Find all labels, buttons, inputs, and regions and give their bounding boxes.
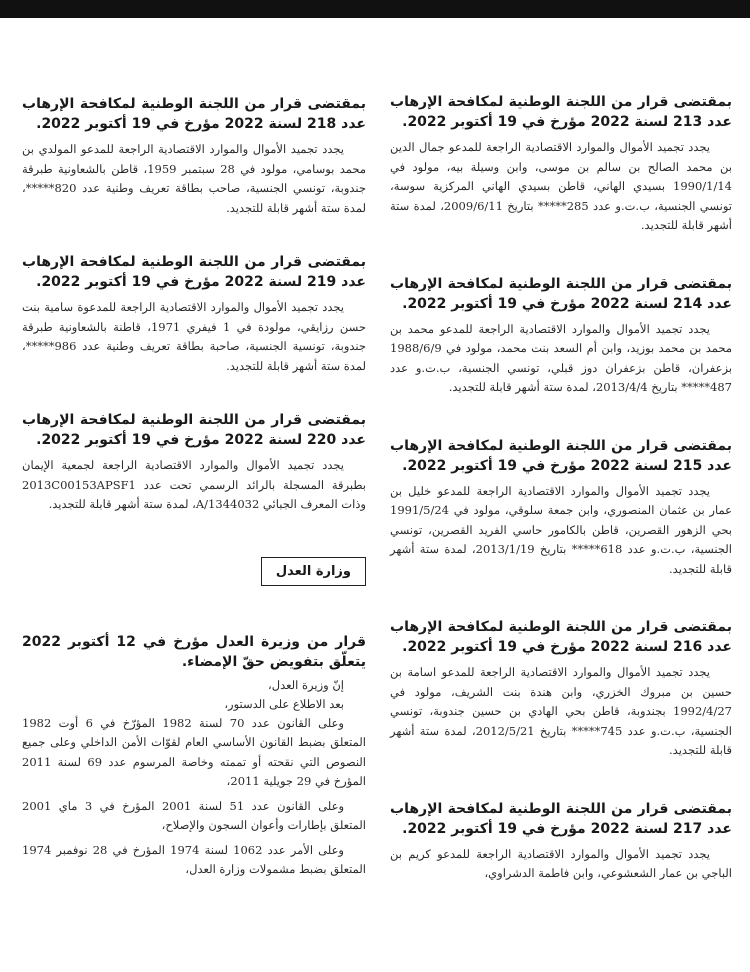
decree-body: يجدد تجميد الأموال والموارد الاقتصادية الراجعة للمدعو اسامة بن حسين بن مبروك الخزري، وابن هندة بنت الشريف، مولود في 1992/4/27 بجندوبة، قاطن بحي الهادي بن حسين جندوبة، تونسي الجنسية، ب.ت.و عدد 745***** بتاريخ 2012/5/21، لمدة ستة أشهر قابلة للتجديد. [390, 665, 733, 757]
justice-intro-2: بعد الاطلاع على الدستور، [224, 696, 344, 711]
justice-intro-1: إنّ وزيرة العدل، [268, 677, 344, 692]
right-column [390, 92, 732, 922]
decree-heading: بمقتضى قرار من اللجنة الوطنية لمكافحة الإرهاب عدد 215 لسنة 2022 مؤرخ في 19 أكتوبر 2022. [390, 437, 732, 474]
left-column [22, 94, 366, 914]
justice-para-1: وعلى القانون عدد 70 لسنة 1982 المؤرّخ في 6 أوت 1982 المتعلق بضبط القانون الأساسي العام لقوّات الأمن الداخلي وعلى جميع النصوص التي نقحته أو تممته وخاصة المرسوم عدد 69 لسنة 2011 المؤرخ في 29 جويلية 2011، [22, 715, 366, 788]
decree-heading: بمقتضى قرار من اللجنة الوطنية لمكافحة الإرهاب عدد 214 لسنة 2022 مؤرخ في 19 أكتوبر 2022. [390, 275, 732, 312]
decree-body: يجدد تجميد الأموال والموارد الاقتصادية الراجعة للمدعو كريم بن الباجي بن عمار الشعشوعي، وابن فاطمة الدشراوي، [390, 846, 732, 880]
decree-219 [22, 252, 366, 376]
decree-heading: بمقتضى قرار من اللجنة الوطنية لمكافحة الإرهاب عدد 217 لسنة 2022 مؤرخ في 19 أكتوبر 2022. [390, 800, 732, 837]
decree-217 [390, 799, 732, 884]
ministry-box: وزارة العدل [261, 557, 366, 586]
decree-heading: بمقتضى قرار من اللجنة الوطنية لمكافحة الإرهاب عدد 218 لسنة 2022 مؤرخ في 19 أكتوبر 2022. [22, 96, 366, 132]
decree-body: يجدد تجميد الأموال والموارد الاقتصادية الراجعة للمدعو محمد بن محمد بن محمد بوزيد، وابن أم السعد بنت محمد، مولود في 1988/6/9 بزعفران، قاطن بزعفران دوز قبلي، تونسي الجنسية، ب.ت.و عدد 487***** بتاريخ 2013/4/4، لمدة ستة أشهر قابلة للتجديد. [390, 321, 732, 394]
top-dark-bar [0, 0, 750, 18]
decree-body: يجدد تجميد الأموال والموارد الاقتصادية الراجعة للمدعوة سامية بنت حسن رزايقي، مولودة في 1 فيفري 1971، قاطنة بالشعاونية طبرقة جندوبة، تونسية الجنسية، صاحبة بطاقة تعريف وطنية عدد 986*****، لمدة ستة أشهر قابلة للتجديد. [22, 300, 366, 373]
decree-220 [22, 410, 366, 515]
justice-decree [22, 632, 366, 880]
decree-body: يجدد تجميد الأموال والموارد الاقتصادية الراجعة للمدعو المولدي بن محمد بوسامي، مولود في 28 سبتمبر 1959، قاطن بالشعاونية طبرقة جندوبة، تونسي الجنسية، صاحب بطاقة تعريف وطنية عدد 820*****، لمدة ستة أشهر قابلة للتجديد. [22, 142, 366, 215]
decree-heading: بمقتضى قرار من اللجنة الوطنية لمكافحة الإرهاب عدد 220 لسنة 2022 مؤرخ في 19 أكتوبر 2022. [22, 412, 366, 448]
decree-213 [390, 92, 732, 236]
decree-218 [22, 94, 366, 218]
justice-para-3: وعلى الأمر عدد 1062 لسنة 1974 المؤرخ في 28 نوفمبر 1974 المتعلق بضبط مشمولات وزارة العدل، [22, 842, 366, 876]
decree-body: يجدد تجميد الأموال والموارد الاقتصادية الراجعة لجمعية الإيمان بطبرقة المسجلة بالرائد الرسمي تحت عدد 2013C00153APSF1 وذات المعرف الجبائي A/1344032، لمدة ستة أشهر قابلة للتجديد. [22, 458, 366, 511]
decree-heading: بمقتضى قرار من اللجنة الوطنية لمكافحة الإرهاب عدد 216 لسنة 2022 مؤرخ في 19 أكتوبر 2022. [390, 619, 732, 655]
ministry-section-header [22, 549, 366, 586]
justice-para-2: وعلى القانون عدد 51 لسنة 2001 المؤرخ في 3 ماي 2001 المتعلق بإطارات وأعوان السجون والإصلاح، [22, 798, 366, 832]
decree-215 [390, 436, 732, 580]
decree-body: يجدد تجميد الأموال والموارد الاقتصادية الراجعة للمدعو خليل بن عمار بن عثمان المنصوري، وابن جمعة سلوقي، مولود في 1991/5/24 بحي الزهور القصرين، قاطن بالكامور حاسي الفريد القصرين، تونسي الجنسية، ب.ت.و عدد 618***** بتاريخ 2013/1/19، لمدة ستة أشهر قابلة للتجديد. [390, 483, 733, 576]
decree-216 [390, 617, 732, 761]
justice-decree-heading: قرار من وزيرة العدل مؤرخ في 12 أكتوبر 2022 يتعلّق بتفويض حقّ الإمضاء. [22, 633, 366, 670]
decree-heading: بمقتضى قرار من اللجنة الوطنية لمكافحة الإرهاب عدد 213 لسنة 2022 مؤرخ في 19 أكتوبر 2022. [390, 94, 732, 130]
decree-body: يجدد تجميد الأموال والموارد الاقتصادية الراجعة للمدعو جمال الدين بن محمد الصالح بن سالم بن موسى، وابن وسيلة بيه، مولود في 1990/1/14 بسيدي الهاني، قاطن بسيدي الهاني المركزية سوسة، تونسي الجنسية، ب.ت.و عدد 285***** بتاريخ 2009/6/11، لمدة ستة أشهر قابلة للتجديد. [390, 140, 732, 232]
decree-214 [390, 274, 732, 398]
decree-heading: بمقتضى قرار من اللجنة الوطنية لمكافحة الإرهاب عدد 219 لسنة 2022 مؤرخ في 19 أكتوبر 2022. [22, 254, 366, 290]
